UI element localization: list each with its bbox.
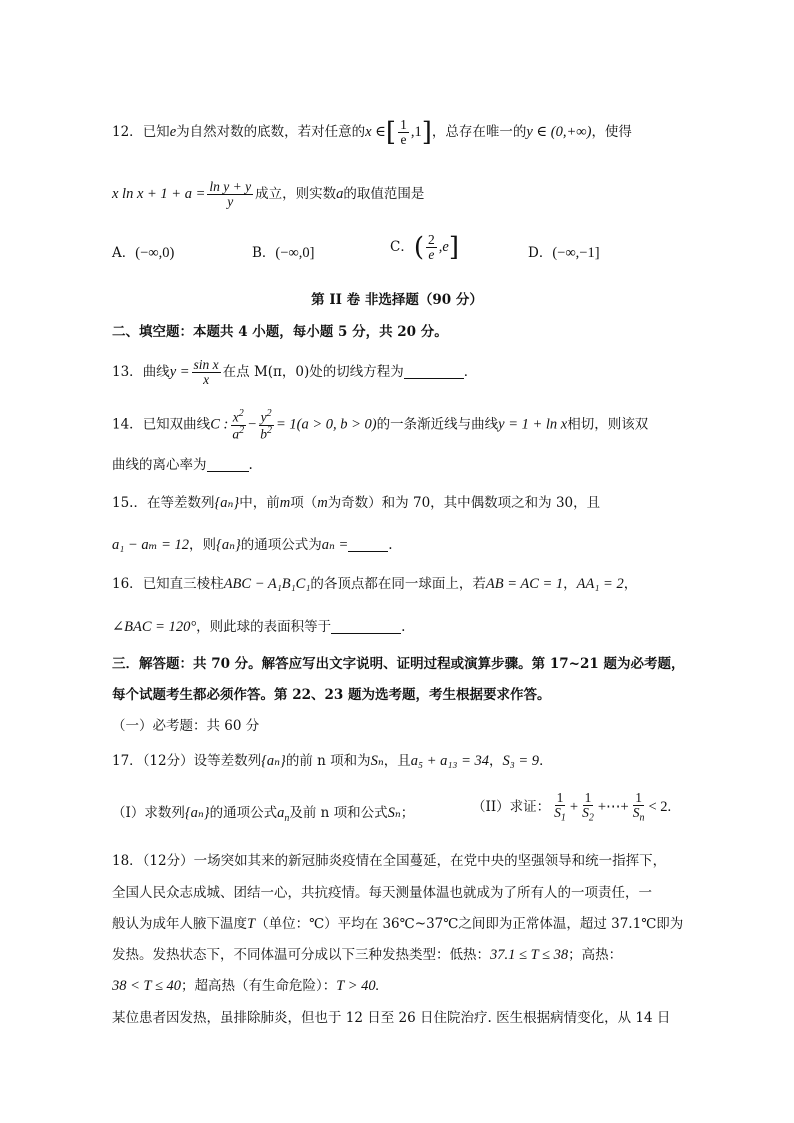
q12-option-d xyxy=(528,243,600,263)
q14-a2: $a^2$ xyxy=(232,424,245,442)
q18-text: ；高热： xyxy=(568,947,623,963)
q17-an: {aₙ} xyxy=(261,753,286,769)
q12-line1 xyxy=(112,118,632,147)
q16-text: ， xyxy=(563,576,577,592)
q12-text: ，使得 xyxy=(591,124,632,141)
q13-number: 13． xyxy=(112,364,143,381)
q14-text: 曲线的离心率为 xyxy=(112,457,207,473)
q13-text: 在点 M(π，0)处的切线方程为 xyxy=(222,364,404,381)
q12-frac-num: 1 xyxy=(400,117,407,132)
q17-an-sub: $a_n$ xyxy=(277,805,290,824)
q18-line3 xyxy=(112,914,683,934)
q13-end: ． xyxy=(463,364,478,381)
q17-number: 17． xyxy=(112,753,143,769)
q12-fraction xyxy=(398,118,409,147)
section3-line1: 三．解答题：共 70 分。解答应写出文字说明、证明过程或演算步骤。第 17~21 题为必考题， xyxy=(112,656,685,672)
option-c-den: e xyxy=(428,247,435,263)
q14-text: 已知双曲线 xyxy=(142,416,211,433)
q13-answer-blank xyxy=(404,364,464,379)
minus: − xyxy=(248,416,257,433)
q12-text: ，总存在唯一的 xyxy=(431,124,527,141)
q18-low: 37.1 ≤ T ≤ 38 xyxy=(490,947,569,963)
frac-den: $S_2$ xyxy=(582,805,594,824)
option-value: (−∞,−1] xyxy=(552,245,600,261)
q13-num: sin x xyxy=(193,357,219,372)
q15-an: {aₙ} xyxy=(216,537,241,553)
option-label: A． xyxy=(112,245,136,261)
q18-line1: 18．（12分）一场突如其来的新冠肺炎疫情在全国蔓延，在党中央的坚强领导和统一指挥下， xyxy=(112,853,667,869)
q16-angle: ∠BAC = 120° xyxy=(112,619,197,635)
q14-frac-y xyxy=(258,409,274,441)
q14-text: 的一条渐近线与曲线 xyxy=(376,416,499,433)
q13-fraction xyxy=(192,358,221,387)
subsection-required: （一）必考题：共 60 分 xyxy=(112,718,260,734)
q15-text: 为奇数）和为 70，其中偶数项之和为 30，且 xyxy=(327,495,601,511)
q14-c: C : xyxy=(210,416,229,433)
q12-number: 12． xyxy=(112,124,143,141)
q14-line1 xyxy=(112,409,648,441)
q16-end: . xyxy=(401,619,406,635)
q17-line1 xyxy=(112,751,553,771)
q14-frac-x xyxy=(230,409,246,441)
q16-text: 已知直三棱柱 xyxy=(142,576,224,592)
option-label: B． xyxy=(252,245,276,261)
option-label: D． xyxy=(528,245,553,261)
q17-c2: S₃ = 9 xyxy=(502,753,540,769)
q16-c1: AB = AC = 1 xyxy=(485,576,564,592)
q15-text: ，则 xyxy=(189,537,217,553)
q17-text: ，且 xyxy=(383,753,411,769)
q12-option-b xyxy=(252,243,314,263)
q17-p1-text: ； xyxy=(400,805,415,821)
q16-text: ， xyxy=(623,576,638,592)
q12-bracket: [ xyxy=(385,117,397,148)
q12-y-in: y ∈ (0,+∞) xyxy=(526,124,592,141)
q13-den: x xyxy=(203,372,210,388)
q17-c1: a₅ + a₁₃ = 34 xyxy=(410,753,489,769)
q18-line4 xyxy=(112,945,622,965)
q16-number: 16． xyxy=(112,576,143,592)
q12-text: 已知 xyxy=(142,124,170,141)
q18-text: ；超高热（有生命危险）： xyxy=(181,978,337,994)
q13-text: 曲线 xyxy=(142,364,170,381)
q18-t: T xyxy=(247,916,256,932)
q16-line1 xyxy=(112,574,637,594)
q15-line1 xyxy=(112,493,600,513)
q15-answer-blank xyxy=(348,537,388,552)
q17-text: 的前 n 项和为 xyxy=(285,753,371,769)
frac-num: 1 xyxy=(556,790,564,805)
q15-an-eq: aₙ = xyxy=(321,537,349,553)
q12-line2 xyxy=(112,180,424,209)
q14-x2: $x^2$ xyxy=(232,408,244,425)
option-c-num: 2 xyxy=(428,232,435,247)
q13 xyxy=(112,358,477,387)
q15-end: . xyxy=(388,537,393,553)
q12-eq-lhs: x ln x + 1 + a = xyxy=(112,186,206,203)
q14-y2: $y^2$ xyxy=(260,408,272,425)
q15-number: 15. xyxy=(112,495,134,511)
q15-m: m xyxy=(279,495,291,511)
q17-text: ． xyxy=(539,753,553,769)
q16-answer-blank xyxy=(331,619,401,634)
q18-line6: 某位患者因发热，虽排除肺炎，但也于 12 日至 26 日住院治疗. 医生根据病情变化，从 14 日 xyxy=(112,1010,671,1026)
q16-text: ，则此球的表面积等于 xyxy=(196,619,332,635)
q17-p1-text: 及前 n 项和公式 xyxy=(289,805,388,821)
q15-text: 的通项公式为 xyxy=(240,537,322,553)
q14-number: 14． xyxy=(112,416,143,433)
q15-m: m xyxy=(317,495,328,511)
q12-eq-num: ln y + y xyxy=(209,179,252,194)
q13-y: y = xyxy=(169,364,190,381)
q17-text: （12分）设等差数列 xyxy=(142,753,262,769)
q18-text: 般认为成年人腋下温度 xyxy=(112,916,247,932)
frac-num: 1 xyxy=(584,790,592,805)
q18-text: 发热。发热状态下，不同体温可分成以下三种发热类型：低热： xyxy=(112,947,490,963)
q15-text: 中，前 xyxy=(239,495,280,511)
frac-den: $S_1$ xyxy=(554,805,566,824)
q18-line2: 全国人民众志成城、团结一心，共抗疫情。每天测量体温也就成为了所有人的一项责任，一 xyxy=(112,885,652,901)
q12-eq-den: y xyxy=(227,194,234,210)
q16-prism: ABC − A₁B₁C₁ xyxy=(223,576,311,592)
q12-text: 为自然对数的底数，若对任意的 xyxy=(176,124,366,141)
q12-bracket: ] xyxy=(421,117,432,148)
q17-p1-text: （I）求数列 xyxy=(112,805,185,821)
q17-sn: Sₙ xyxy=(387,805,401,821)
q16-text: 的各顶点都在同一球面上，若 xyxy=(310,576,486,592)
q14-line2 xyxy=(112,455,253,475)
q12-eq-fraction xyxy=(207,180,253,209)
option-label: C． xyxy=(390,239,414,256)
q17-p2-tail: < 2. xyxy=(648,799,672,816)
q12-option-c: C．( $\frac{2}{e}$ ,e] xyxy=(390,232,459,263)
q14-answer-blank xyxy=(207,457,249,472)
q12-text: 的取值范围是 xyxy=(343,186,425,203)
q18-line5 xyxy=(112,976,379,996)
q17-an: {aₙ} xyxy=(184,805,210,821)
q14-curve: y = 1 + ln x xyxy=(498,416,568,433)
section3-line2: 每个试题考生都必须作答。第 22、23 题为选考题，考生根据要求作答。 xyxy=(112,687,551,703)
section2-heading: 二、填空题：本题共 4 小题，每小题 5 分，共 20 分。 xyxy=(112,324,448,340)
q15-line2 xyxy=(112,535,393,555)
part2-title: 第 II 卷 非选择题（90 分） xyxy=(311,292,483,308)
q12-text: 成立，则实数 xyxy=(255,186,337,203)
q17-line2 xyxy=(112,790,702,829)
q17-sn: Sₙ xyxy=(370,753,384,769)
q12-option-a xyxy=(112,243,174,263)
q18-high: 38 < T ≤ 40 xyxy=(112,978,182,994)
option-value: (−∞,0] xyxy=(275,245,315,261)
q18-text: （单位：℃）平均在 36℃~37℃之间即为正常体温，超过 37.1℃即为 xyxy=(255,916,684,932)
q12-e: e xyxy=(169,124,177,141)
q17-part2: （II）求证： $\frac{1}{S_1}$ + $\frac{1}{S_2}$ +⋯+ $\frac{1}{S_n}$ < 2. xyxy=(472,790,672,824)
q12-interval-tail: ,1 xyxy=(410,124,422,141)
q14-hyper: = 1(a > 0, b > 0) xyxy=(276,416,377,433)
q15-text: ．在等差数列 xyxy=(133,495,215,511)
option-c-tail: ,e xyxy=(438,239,449,256)
q17-p2-text: （II）求证： xyxy=(472,799,551,816)
q17-text: ， xyxy=(488,753,503,769)
q12-x-in: x ∈ xyxy=(365,124,386,141)
q15-cond: a₁ − aₘ = 12 xyxy=(112,537,190,553)
q15-an: {aₙ} xyxy=(214,495,240,511)
frac-den: $S_n$ xyxy=(632,805,645,824)
q14-b2: $b^2$ xyxy=(260,424,272,442)
q15-text: 项（ xyxy=(290,495,318,511)
q16-c2: AA₁ = 2 xyxy=(576,576,624,592)
q12-frac-den: e xyxy=(400,132,407,148)
frac-num: 1 xyxy=(635,790,642,805)
option-value: (−∞,0) xyxy=(135,245,175,261)
q12-a: a xyxy=(336,186,344,203)
q17-p1-text: 的通项公式 xyxy=(209,805,278,821)
q14-text: 相切，则该双 xyxy=(567,416,649,433)
q16-line2 xyxy=(112,617,405,637)
q14-end: . xyxy=(248,457,253,473)
q18-super: T > 40. xyxy=(336,978,380,994)
